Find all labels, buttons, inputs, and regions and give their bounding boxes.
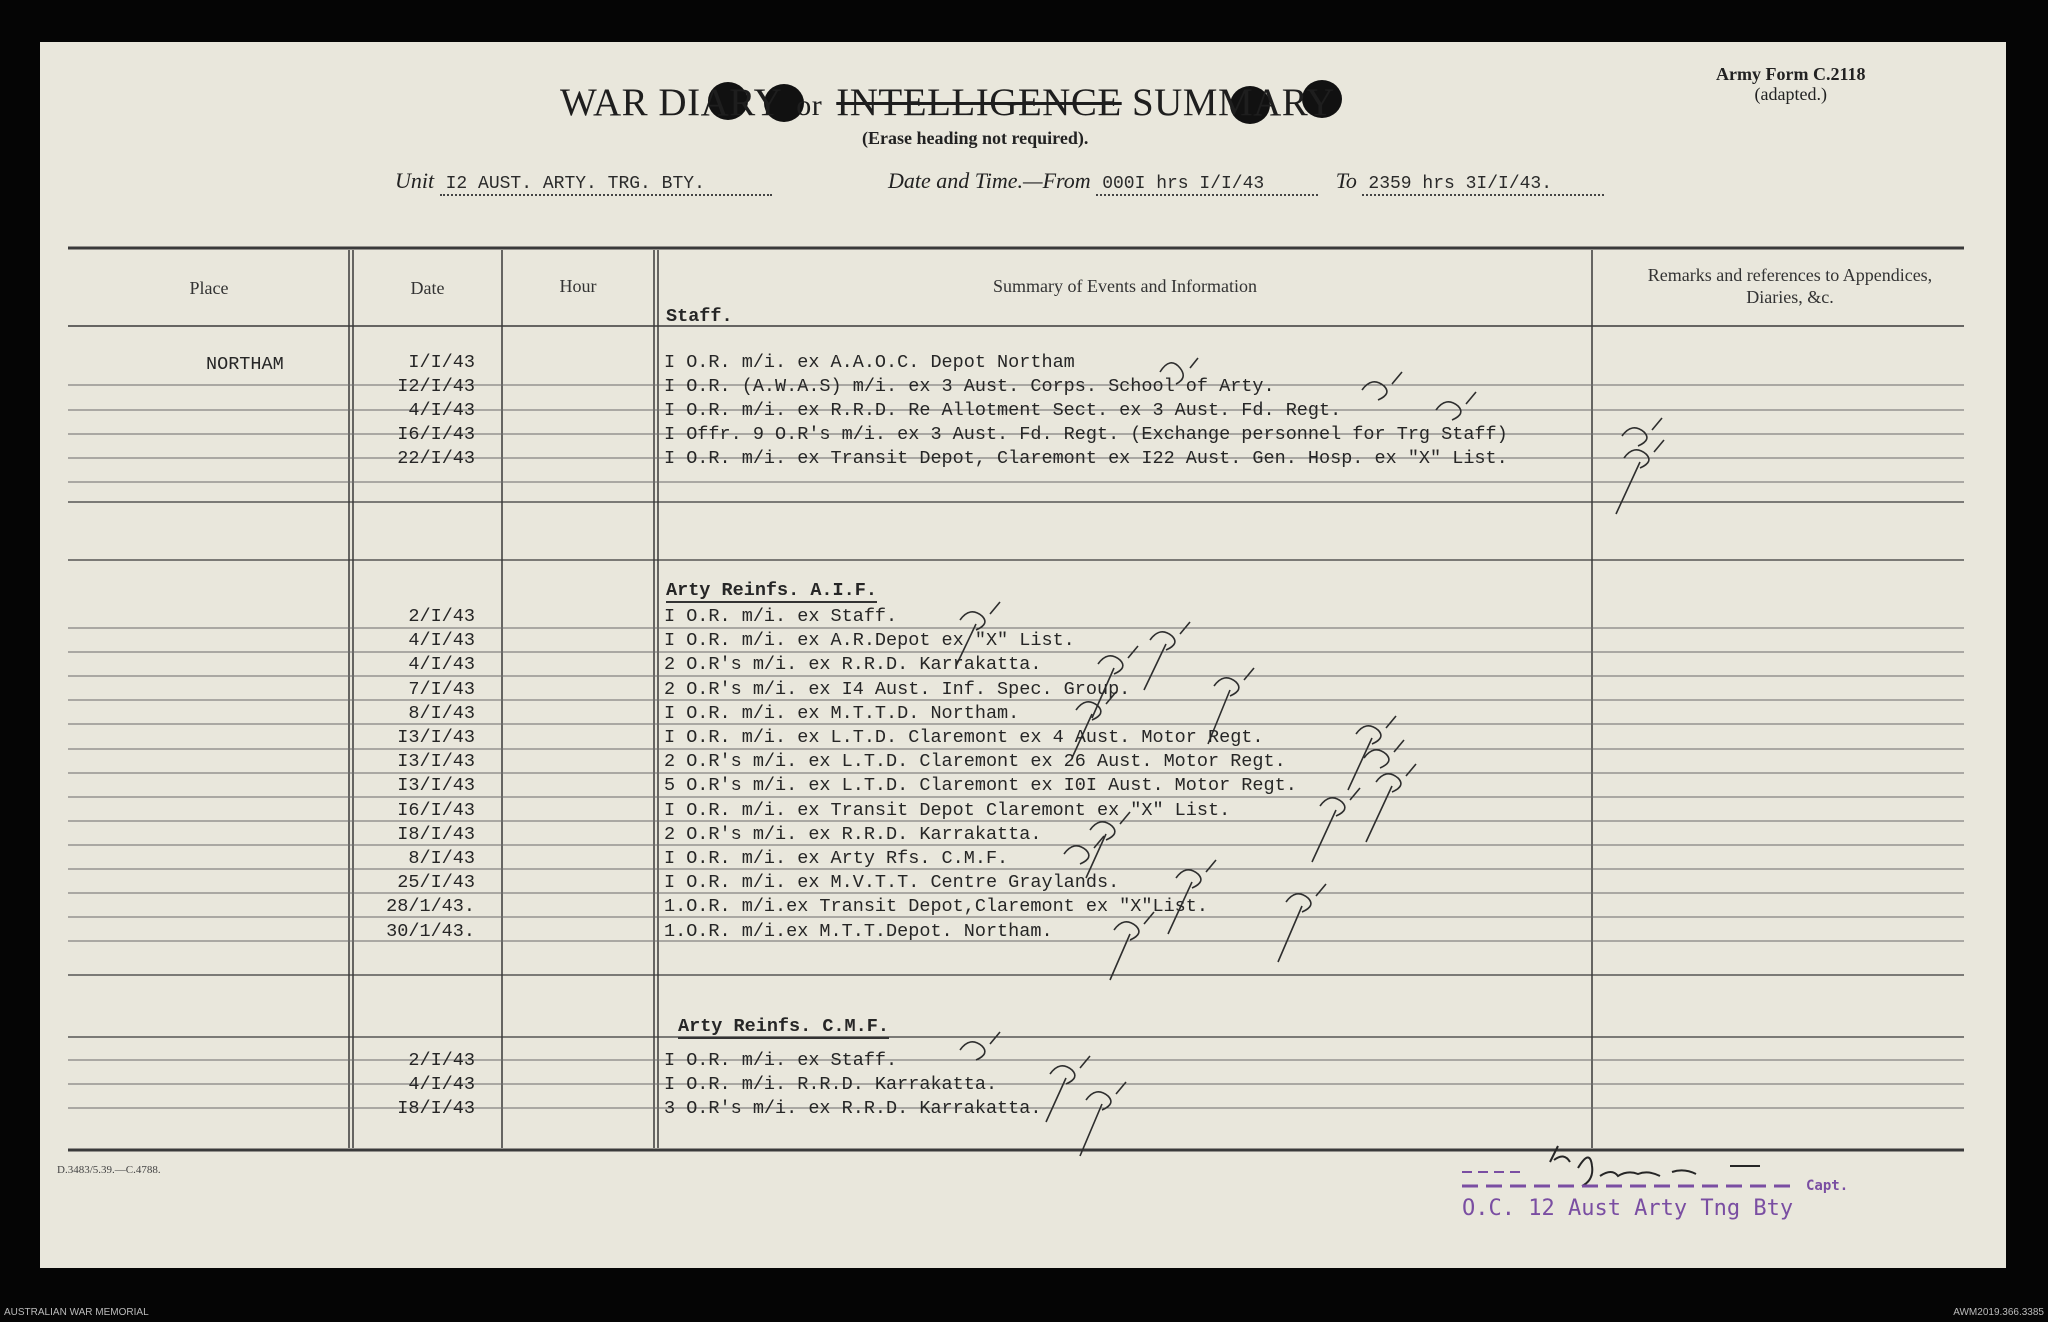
entry-text: I O.R. m/i. ex A.A.O.C. Depot Northam	[664, 352, 1075, 373]
army-form-number: Army Form C.2118	[1716, 64, 1866, 84]
col-header-remarks: Remarks and references to Appendices, Diaries, &c.	[1647, 265, 1933, 307]
entry-date: I6/I/43	[397, 799, 475, 821]
entry-date: I3/I/43	[397, 775, 475, 797]
title-or: or	[796, 89, 823, 122]
entry-text: 5 O.R's m/i. ex L.T.D. Claremont ex I0I Aust. Motor Regt.	[664, 775, 1297, 797]
entry-text: 2 O.R's m/i. ex I4 Aust. Inf. Spec. Group.	[664, 678, 1131, 700]
entry-text: I O.R. (A.W.A.S) m/i. ex 3 Aust. Corps. School of Arty.	[664, 376, 1275, 397]
caption-right: AWM2019.366.3385	[1953, 1307, 2044, 1318]
entry-text: 2 O.R's m/i. ex L.T.D. Claremont ex 26 Aust. Motor Regt.	[664, 751, 1286, 773]
entry-text: I Offr. 9 O.R's m/i. ex 3 Aust. Fd. Regt. (Exchange personnel for Trg Staff)	[664, 424, 1508, 445]
entry-date: 25/I/43	[397, 872, 475, 894]
entry-date: 2/I/43	[408, 606, 475, 627]
entry-date: 28/1/43.	[386, 896, 475, 918]
from-value: 000I hrs I/I/43	[1096, 174, 1318, 196]
signature-initials	[1720, 1198, 1721, 1199]
col-header-place: Place	[189, 278, 229, 298]
title-summary: SUMMARY	[1131, 81, 1335, 124]
entry-date: I8/I/43	[397, 1098, 475, 1119]
to-label: To	[1335, 168, 1357, 193]
entry-text: I O.R. m/i. ex M.V.T.T. Centre Graylands.	[664, 872, 1120, 894]
signature-mark	[1550, 1146, 1760, 1186]
oc-stamp: O.C. 12 Aust Arty Tng Bty	[1462, 1196, 1794, 1221]
entry-text: I O.R. m/i. ex Staff.	[664, 606, 898, 627]
unit-value: I2 AUST. ARTY. TRG. BTY.	[440, 174, 772, 196]
section-heading: Arty Reinfs. A.I.F.	[666, 580, 877, 601]
entry-date: 30/1/43.	[386, 920, 475, 942]
entry-text: 1.O.R. m/i.ex M.T.T.Depot. Northam.	[664, 920, 1053, 942]
form-code: D.3483/5.39.—C.4788.	[57, 1164, 161, 1176]
entry-date: 4/I/43	[408, 1074, 475, 1095]
entry-date: I3/I/43	[397, 751, 475, 773]
entry-text: I O.R. m/i. ex Staff.	[664, 1050, 898, 1071]
place-value: NORTHAM	[206, 354, 284, 375]
entry-date: I8/I/43	[397, 823, 475, 845]
entry-date: 2/I/43	[408, 1050, 475, 1071]
unit-label: Unit	[395, 168, 435, 193]
col-header-summary: Summary of Events and Information	[993, 276, 1257, 296]
entry-date: 7/I/43	[408, 678, 475, 700]
section-heading: Staff.	[666, 306, 733, 327]
entry-date: I3/I/43	[397, 727, 475, 748]
entry-text: I O.R. m/i. ex M.T.T.D. Northam.	[664, 702, 1020, 724]
stamp-rank: Capt.	[1806, 1178, 1849, 1194]
entry-date: I6/I/43	[397, 424, 475, 445]
to-value: 2359 hrs 3I/I/43.	[1362, 174, 1604, 196]
col-header-date: Date	[410, 278, 445, 298]
entry-text: I O.R. m/i. ex L.T.D. Claremont ex 4 Aust. Motor Regt.	[664, 727, 1264, 748]
title-intelligence: INTELLIGENCE	[836, 81, 1122, 124]
erase-note: (Erase heading not required).	[862, 128, 1089, 148]
caption-left: AUSTRALIAN WAR MEMORIAL	[4, 1307, 149, 1318]
entry-text: I O.R. m/i. ex Arty Rfs. C.M.F.	[664, 848, 1009, 869]
entry-date: 8/I/43	[408, 848, 475, 869]
entry-text: I O.R. m/i. ex Transit Depot Claremont ex "X" List.	[664, 799, 1231, 821]
entry-date: 8/I/43	[408, 702, 475, 724]
entry-date: 22/I/43	[397, 448, 475, 469]
date-time-label: Date and Time.—From	[888, 168, 1091, 193]
col-header-hour: Hour	[559, 276, 597, 296]
entry-text: I O.R. m/i. ex Transit Depot, Claremont ex I22 Aust. Gen. Hosp. ex "X" List.	[664, 448, 1508, 469]
entry-text: 2 O.R's m/i. ex R.R.D. Karrakatta.	[664, 823, 1042, 845]
entry-date: 4/I/43	[408, 630, 475, 652]
entry-date: I2/I/43	[397, 376, 475, 397]
entry-date: 4/I/43	[408, 400, 475, 421]
entry-text: I O.R. m/i. R.R.D. Karrakatta.	[664, 1074, 998, 1095]
entry-text: 3 O.R's m/i. ex R.R.D. Karrakatta.	[664, 1098, 1042, 1119]
entry-text: I O.R. m/i. ex A.R.Depot ex "X" List.	[664, 630, 1075, 652]
entry-text: 2 O.R's m/i. ex R.R.D. Karrakatta.	[664, 654, 1042, 676]
entry-date: 4/I/43	[408, 654, 475, 676]
entry-date: I/I/43	[408, 352, 475, 373]
entry-text: 1.O.R. m/i.ex Transit Depot,Claremont ex "X"List.	[664, 896, 1208, 918]
entry-text: I O.R. m/i. ex R.R.D. Re Allotment Sect. ex 3 Aust. Fd. Regt.	[664, 400, 1342, 421]
section-heading: Arty Reinfs. C.M.F.	[678, 1016, 889, 1037]
title-war-diary: WAR DIARY	[560, 81, 783, 124]
army-form-adapted: (adapted.)	[1754, 84, 1827, 104]
